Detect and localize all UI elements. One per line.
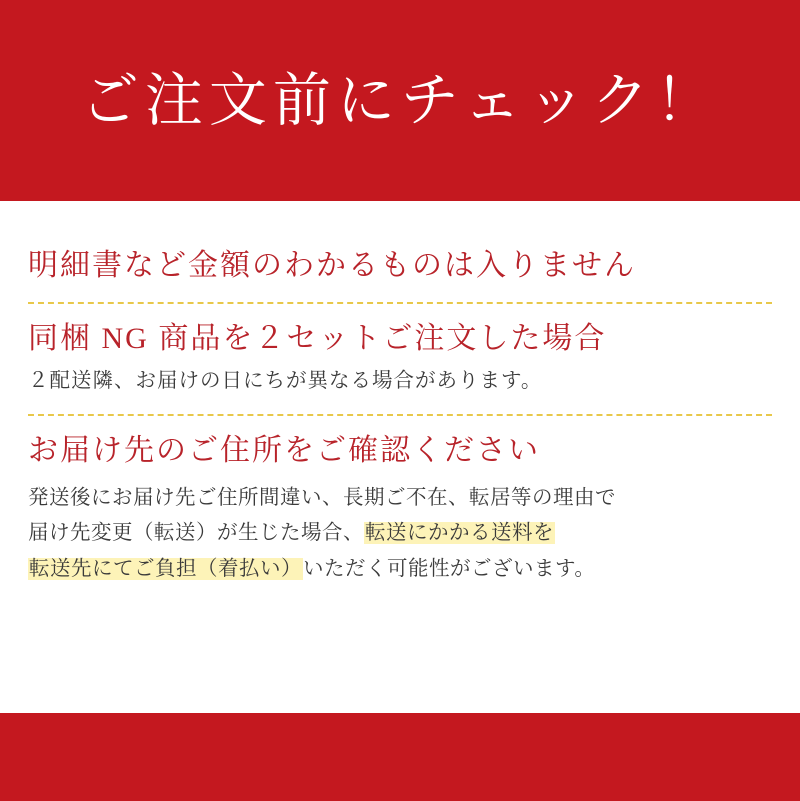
header-banner: [0, 0, 800, 201]
body-line-1-text: 発送後にお届け先ご住所間違い、長期ご不在、転居等の理由で: [28, 487, 616, 510]
footer-bar: [0, 713, 800, 801]
body-line-3: [28, 552, 772, 587]
body-line-3-highlight: 転送先にてご負担（着払い）: [29, 557, 302, 580]
notice-section-3: [28, 432, 772, 587]
section-divider-2: [28, 414, 772, 416]
page-title: ご注文前にチェック！: [80, 67, 720, 133]
section-2-heading: 同梱 NG 商品を２セットご注文した場合: [28, 321, 607, 355]
notice-section-1: [28, 247, 772, 285]
body-line-2-highlight: 転送にかかる送料を: [365, 522, 554, 545]
section-1-heading: 明細書など金額のわかるものは入りません: [28, 249, 636, 282]
notice-section-2: [28, 320, 772, 397]
section-3-body: [28, 481, 772, 587]
notice-content: [0, 201, 800, 713]
section-divider-1: [28, 302, 772, 304]
body-line-1: [28, 481, 772, 516]
body-line-3-tail: いただく可能性がございます。: [303, 557, 596, 580]
section-3-heading: お届け先のご住所をご確認ください: [28, 433, 540, 467]
section-2-subtext: ２配送隣、お届けの日にちが異なる場合があります。: [28, 370, 543, 392]
body-line-2-text: 届け先変更（転送）が生じた場合、: [28, 522, 364, 545]
body-line-2: [28, 516, 772, 551]
